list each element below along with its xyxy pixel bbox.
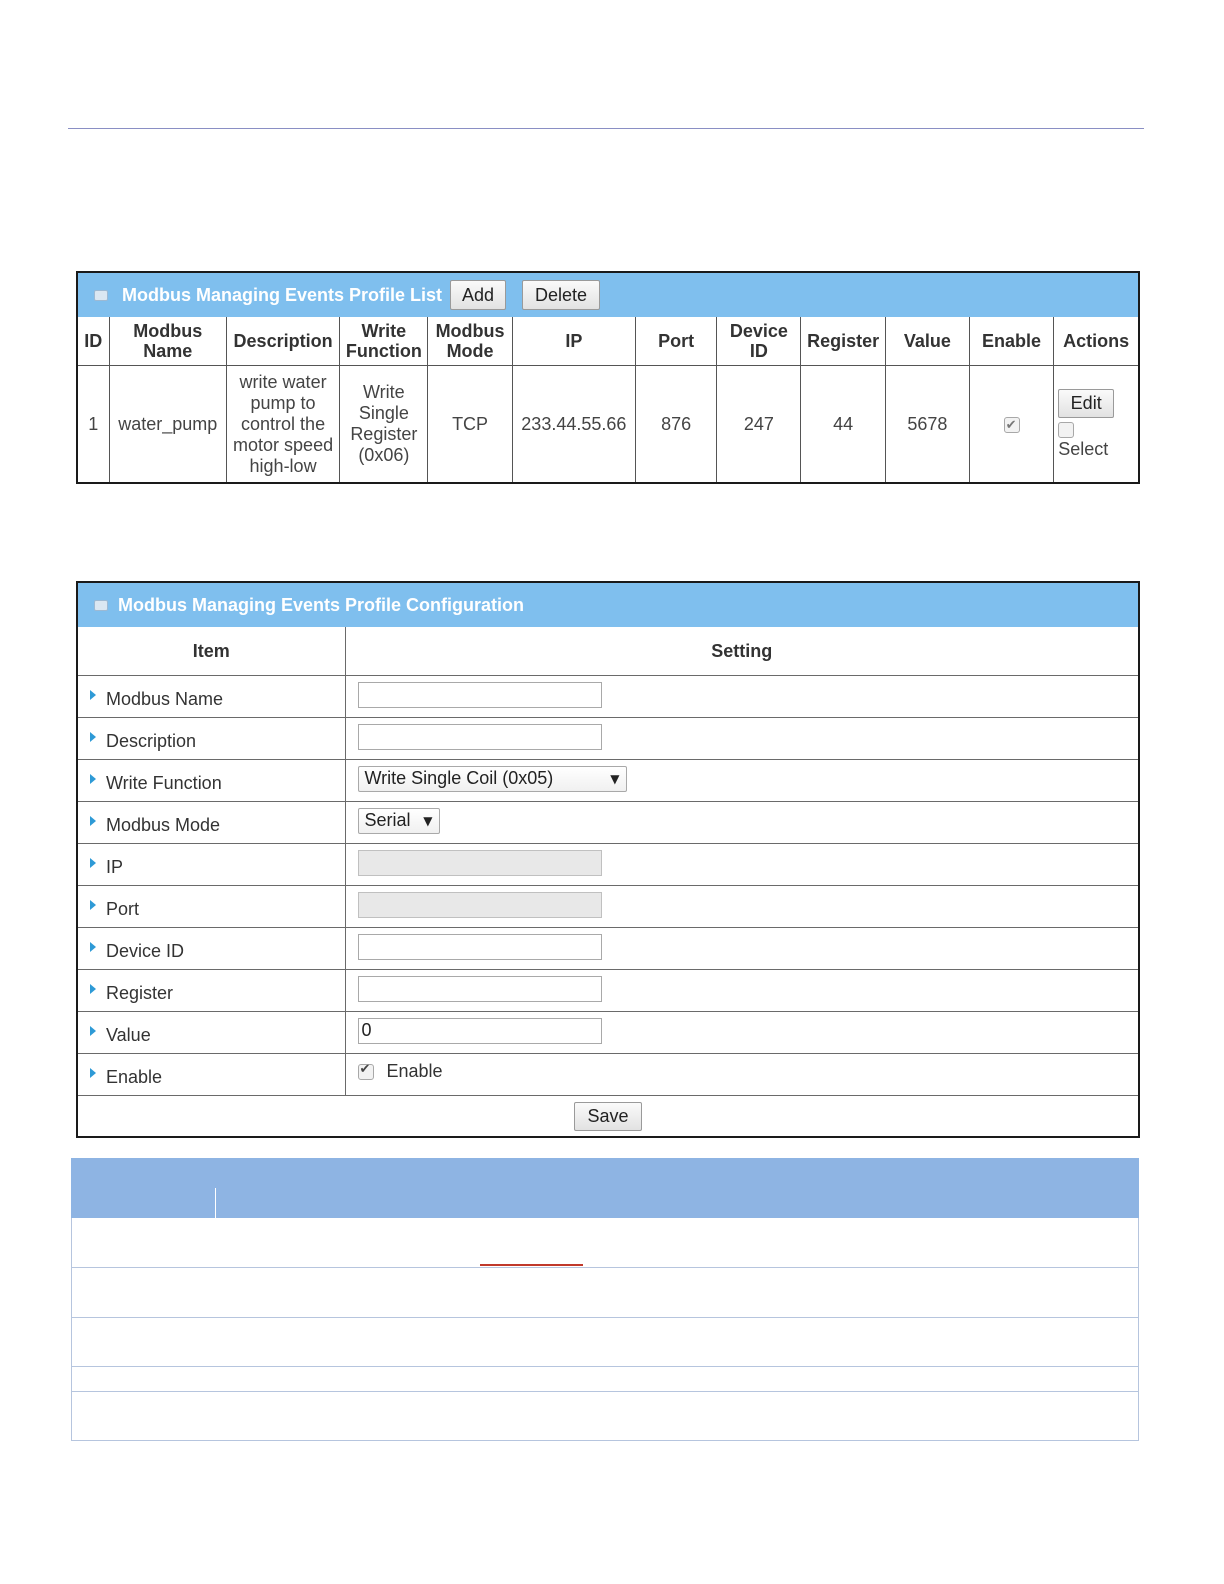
description-input[interactable] (358, 724, 602, 750)
profile-config-header (78, 583, 1138, 627)
config-row-register (78, 970, 1138, 1012)
bullet-arrow-icon (90, 858, 96, 868)
add-button[interactable]: Add (450, 280, 506, 310)
config-row-write-function (78, 760, 1138, 802)
col-header-port: Port (636, 317, 717, 366)
bullet-arrow-icon (90, 900, 96, 910)
modbus-mode-label: Modbus Mode (106, 815, 221, 835)
col-header-device-id: Device ID (717, 317, 801, 366)
register-input[interactable] (358, 976, 602, 1002)
write-function-select[interactable] (358, 766, 627, 792)
col-header-ip: IP (512, 317, 635, 366)
save-button[interactable]: Save (574, 1102, 642, 1131)
bullet-arrow-icon (90, 732, 96, 742)
device-id-label: Device ID (106, 941, 185, 961)
red-underline (480, 1264, 583, 1266)
write-function-label: Write Function (106, 773, 222, 793)
bullet-arrow-icon (90, 1068, 96, 1078)
cell-actions (1054, 366, 1138, 483)
config-row-value (78, 1012, 1138, 1054)
cell-register: 44 (801, 366, 885, 483)
col-header-actions: Actions (1054, 317, 1138, 366)
config-row-ip (78, 844, 1138, 886)
modbus-name-input[interactable] (358, 682, 602, 708)
config-header-item: Item (78, 627, 345, 676)
cell-ip: 233.44.55.66 (512, 366, 635, 483)
col-header-modbus-mode: Modbus Mode (428, 317, 512, 366)
delete-button[interactable]: Delete (522, 280, 600, 310)
config-save-row (78, 1096, 1138, 1137)
modbus-mode-select[interactable] (358, 808, 440, 834)
value-label: Value (106, 1025, 151, 1045)
col-header-description: Description (226, 317, 339, 366)
port-input (358, 892, 602, 918)
bullet-arrow-icon (90, 1026, 96, 1036)
cell-write-function: Write Single Register (0x06) (340, 366, 428, 483)
edit-button[interactable]: Edit (1058, 389, 1114, 418)
write-function-value: Write Single Coil (0x05) (364, 768, 554, 788)
cell-modbus-mode: TCP (428, 366, 512, 483)
bullet-arrow-icon (90, 816, 96, 826)
value-input[interactable] (358, 1018, 602, 1044)
config-row-modbus-mode (78, 802, 1138, 844)
config-row-modbus-name (78, 676, 1138, 718)
enable-checkbox[interactable] (358, 1064, 374, 1080)
table-row (78, 366, 1138, 483)
cell-modbus-name: water_pump (109, 366, 226, 483)
panel-bullet-icon (94, 290, 108, 301)
register-label: Register (106, 983, 174, 1003)
dropdown-caret-icon: ▼ (610, 771, 620, 786)
profile-config-panel (76, 581, 1140, 1138)
modbus-name-label: Modbus Name (106, 689, 224, 709)
page-top-rule (68, 128, 1144, 129)
device-id-input[interactable] (358, 934, 602, 960)
profile-list-table (78, 317, 1138, 482)
profile-list-title: Modbus Managing Events Profile List (122, 284, 443, 305)
profile-list-panel (76, 271, 1140, 484)
cell-device-id: 247 (717, 366, 801, 483)
bullet-arrow-icon (90, 774, 96, 784)
bullet-arrow-icon (90, 690, 96, 700)
bullet-arrow-icon (90, 984, 96, 994)
modbus-mode-value: Serial (364, 810, 411, 830)
row-select-checkbox[interactable] (1058, 422, 1074, 438)
cell-enable (969, 366, 1053, 483)
description-row (71, 1218, 1139, 1268)
ip-label: IP (106, 857, 124, 877)
description-row (71, 1392, 1139, 1441)
col-header-value: Value (885, 317, 969, 366)
description-label: Description (106, 731, 197, 751)
profile-config-title: Modbus Managing Events Profile Configuration (118, 594, 525, 615)
col-header-register: Register (801, 317, 885, 366)
dropdown-caret-icon: ▼ (423, 813, 433, 828)
select-label: Select (1058, 438, 1109, 459)
config-row-device-id (78, 928, 1138, 970)
config-header-row (78, 627, 1138, 676)
col-header-id: ID (78, 317, 109, 366)
config-header-setting: Setting (345, 627, 1138, 676)
config-row-port (78, 886, 1138, 928)
col-header-enable: Enable (969, 317, 1053, 366)
ip-input (358, 850, 602, 876)
description-row (71, 1268, 1139, 1318)
bullet-arrow-icon (90, 942, 96, 952)
description-table (71, 1158, 1139, 1441)
enable-label: Enable (106, 1067, 163, 1087)
cell-port: 876 (636, 366, 717, 483)
enable-checkbox-label: Enable (386, 1061, 443, 1082)
config-table (78, 627, 1138, 1136)
profile-list-header (78, 273, 1138, 317)
cell-value: 5678 (885, 366, 969, 483)
cell-id: 1 (78, 366, 109, 483)
row-enable-checkbox (1004, 417, 1020, 433)
header-divider (215, 1188, 216, 1218)
cell-description: write water pump to control the motor speed high-low (226, 366, 339, 483)
config-row-enable (78, 1054, 1138, 1096)
table-header-row (78, 317, 1138, 366)
description-table-header (71, 1158, 1139, 1218)
col-header-write-function: Write Function (340, 317, 428, 366)
col-header-modbus-name: Modbus Name (109, 317, 226, 366)
description-row (71, 1367, 1139, 1392)
panel-bullet-icon (94, 600, 108, 611)
description-row (71, 1318, 1139, 1367)
config-row-description (78, 718, 1138, 760)
port-label: Port (106, 899, 140, 919)
